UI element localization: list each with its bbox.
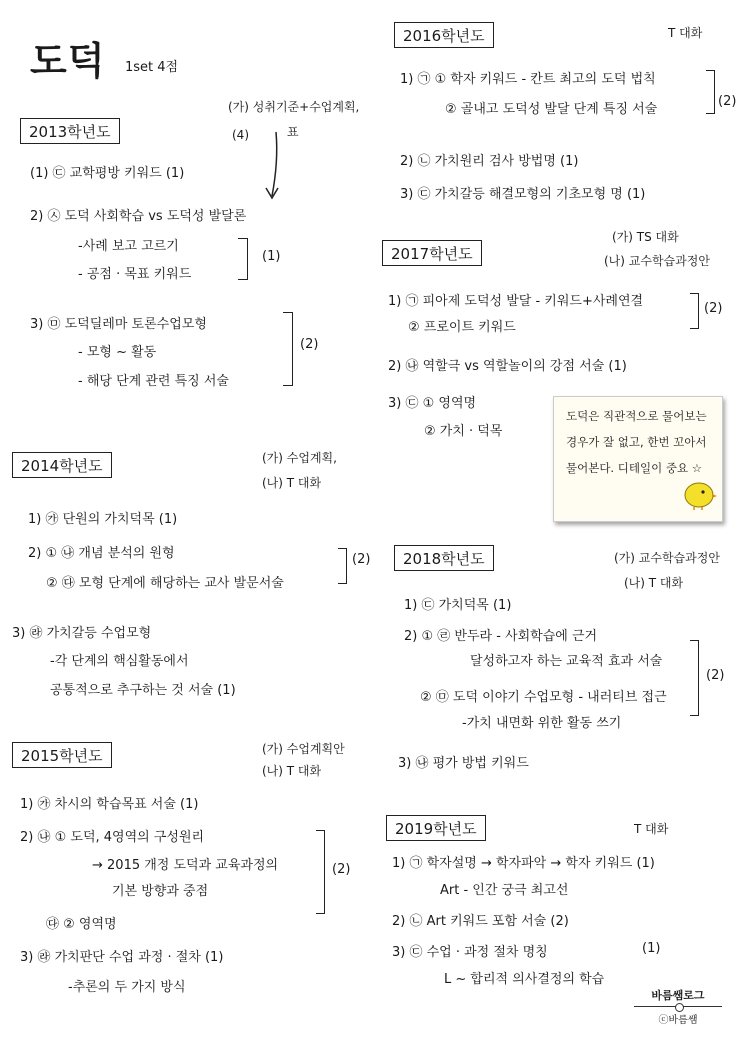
y2018-q2b: ② ㉤ 도덕 이야기 수업모형 - 내러티브 접근 (420, 690, 667, 705)
arrow-down-icon (258, 130, 288, 202)
y2015-q2b: 기본 방향과 중점 (112, 884, 209, 899)
y2017-q1-bracket (690, 293, 699, 329)
y2016-q1b: ② 골내고 도덕성 발달 단계 특징 서술 (445, 102, 658, 117)
y2019-side-note: T 대화 (634, 822, 669, 836)
y2014-side-note: (가) 수업계획, (262, 451, 337, 465)
year-2014-label: 2014학년도 (12, 452, 112, 478)
y2015-q2c: ㉰ ② 영역명 (46, 917, 117, 932)
page-subtitle: 1set 4점 (125, 60, 179, 75)
y2018-side-note: (가) 교수학습과정안 (614, 551, 720, 565)
y2018-side-note-2: (나) T 대화 (624, 576, 684, 590)
y2013-side-note-2: 표 (287, 125, 299, 139)
y2016-side-note: T 대화 (668, 26, 703, 40)
y2013-q2b: - 공점 · 목표 키워드 (78, 267, 192, 282)
logo-divider (634, 1006, 722, 1007)
logo-dot-icon (675, 1003, 684, 1012)
y2016-q3: 3) ㉢ 가치갈등 해결모형의 기초모형 명 (1) (400, 187, 646, 202)
y2017-q3: 3) ㉢ ① 영역명 (388, 396, 477, 411)
year-2015-label: 2015학년도 (12, 742, 112, 768)
year-2017-label: 2017학년도 (382, 240, 482, 266)
y2014-q3b: 공통적으로 추구하는 것 서술 (1) (50, 683, 236, 698)
y2017-side-note: (가) TS 대화 (612, 230, 679, 244)
y2019-q1: 1) ㉠ 학자설명 → 학자파악 → 학자 키워드 (1) (392, 856, 655, 871)
year-2013-label: 2013학년도 (20, 118, 120, 144)
y2016-q2: 2) ㉡ 가치원리 검사 방법명 (1) (400, 154, 579, 169)
y2013-q3a: - 모형 ~ 활동 (78, 345, 157, 360)
sticky-note-line-2: 경우가 잘 없고, 한번 꼬아서 (566, 435, 707, 449)
year-2019-label: 2019학년도 (386, 815, 486, 841)
y2017-q2: 2) ㉯ 역할극 vs 역할놀이의 강점 서술 (1) (388, 359, 627, 374)
page-title: 도덕 (30, 39, 106, 83)
y2016-q1: 1) ㉠ ① 학자 키워드 - 칸트 최고의 도덕 법칙 (400, 72, 656, 87)
y2014-q2-bracket (338, 548, 347, 584)
y2018-q2a: 달성하고자 하는 교육적 효과 서술 (470, 654, 663, 669)
year-2016-label: 2016학년도 (394, 22, 494, 48)
y2013-q3: 3) ㉤ 도덕딜레마 토론수업모형 (30, 317, 207, 332)
y2017-q1b: ② 프로이트 키워드 (408, 320, 516, 335)
y2014-side-note-2: (나) T 대화 (262, 476, 322, 490)
y2015-q1: 1) ㉮ 차시의 학습목표 서술 (1) (20, 797, 199, 812)
y2018-q2-score: (2) (706, 668, 725, 683)
y2015-q2-bracket (316, 830, 325, 914)
sticky-note (553, 396, 723, 522)
y2014-q3a: -각 단계의 핵심활동에서 (50, 654, 189, 669)
y2017-side-note-2: (나) 교수학습과정안 (604, 254, 710, 268)
y2015-q2a: → 2015 개정 도덕과 교육과정의 (92, 858, 279, 873)
y2014-q1: 1) ㉮ 단원의 가치덕목 (1) (28, 512, 178, 527)
y2018-q2c: -가치 내면화 위한 활동 쓰기 (462, 716, 622, 731)
chick-icon (680, 475, 718, 511)
y2019-q1a: Art - 인간 궁극 최고선 (440, 883, 569, 898)
y2017-q1: 1) ㉠ 피아제 도덕성 발달 - 키워드+사례연결 (388, 294, 644, 309)
y2019-q3-score: (1) (642, 941, 661, 956)
y2013-q2a: -사례 보고 고르기 (78, 239, 179, 254)
y2014-q3: 3) ㉱ 가치갈등 수업모형 (12, 626, 152, 641)
y2016-q1-score: (2) (718, 94, 737, 109)
y2017-q3b: ② 가치 · 덕목 (424, 424, 503, 439)
y2013-q2-score: (1) (262, 249, 281, 264)
y2019-q3: 3) ㉢ 수업 · 과정 절차 명칭 (392, 945, 548, 960)
y2013-ref: (4) (232, 128, 249, 142)
y2013-side-note: (가) 성취기준+수업계획, (228, 100, 360, 114)
blog-logo-name: 바름쌤로그 (651, 989, 705, 1002)
y2014-q2-score: (2) (352, 552, 371, 567)
y2018-q2: 2) ① ㉣ 반두라 - 사회학습에 근거 (404, 629, 598, 644)
y2015-q2-score: (2) (332, 862, 351, 877)
y2013-q2: 2) ㉦ 도덕 사회학습 vs 도덕성 발달론 (30, 209, 247, 224)
y2015-q2: 2) ㉯ ① 도덕, 4영역의 구성원리 (20, 830, 205, 845)
blog-logo (628, 987, 728, 1026)
sticky-note-line-3: 물어본다. 디테일이 중요 ☆ (566, 461, 703, 475)
y2013-q2-bracket (238, 238, 248, 280)
sticky-note-line-1: 도덕은 직관적으로 물어보는 (566, 409, 707, 423)
y2015-q3: 3) ㉱ 가치판단 수업 과정 · 절차 (1) (20, 950, 224, 965)
y2019-q3a: L ~ 합리적 의사결정의 학습 (444, 972, 605, 987)
y2018-q3: 3) ㉯ 평가 방법 키워드 (398, 756, 529, 771)
y2017-q1-score: (2) (704, 301, 723, 316)
blog-copyright: ⓒ바름쌤 (658, 1015, 698, 1026)
y2018-q2-bracket (690, 640, 699, 716)
y2015-side-note: (가) 수업계획안 (262, 742, 345, 756)
y2016-q1-bracket (706, 70, 715, 114)
y2013-q3-score: (2) (300, 337, 319, 352)
y2018-q1: 1) ㉢ 가치덕목 (1) (404, 598, 512, 613)
y2013-q3-bracket (283, 312, 293, 386)
y2013-q1: (1) ㉢ 교학평방 키워드 (1) (30, 166, 185, 181)
year-2018-label: 2018학년도 (394, 545, 494, 571)
y2014-q2b: ② ㉰ 모형 단계에 해당하는 교사 발문서술 (46, 576, 284, 591)
y2013-q3b: - 해당 단계 관련 특징 서술 (78, 374, 229, 389)
y2014-q2: 2) ① ㉯ 개념 분석의 원형 (28, 546, 175, 561)
y2015-side-note-2: (나) T 대화 (262, 764, 322, 778)
y2015-q3a: -추론의 두 가지 방식 (68, 980, 186, 995)
y2019-q2: 2) ㉡ Art 키워드 포함 서술 (2) (392, 914, 569, 929)
